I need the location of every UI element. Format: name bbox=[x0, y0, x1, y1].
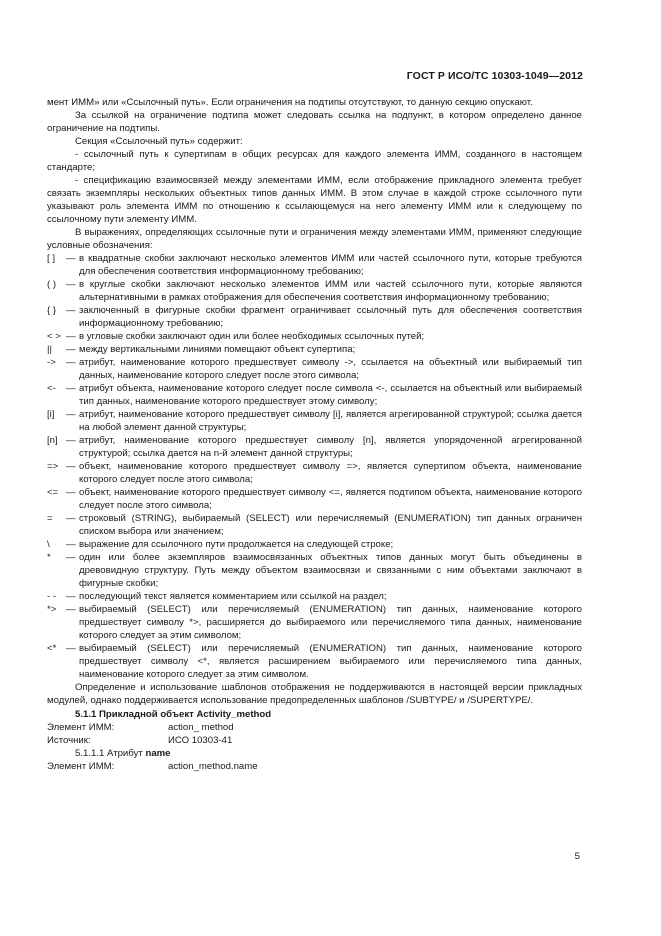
notation-dash: — bbox=[66, 383, 76, 394]
notation-dash: — bbox=[66, 643, 76, 654]
subsection-number: 5.1.1.1 bbox=[75, 748, 105, 759]
notation-item bbox=[47, 356, 582, 382]
paragraph: мент ИММ» или «Ссылочный путь». Если ограничения на подтипы отсутствуют, то данную секцию опускают. bbox=[47, 97, 533, 108]
page-body bbox=[47, 96, 582, 773]
field-row bbox=[47, 721, 582, 734]
paragraph: Определение и использование шаблонов отображения не поддерживаются в настоящей версии прикладных модулей, однако поддерживается использование предопределенных шаблонов /SUBTYPE/ и /SUPERTYPE/. bbox=[47, 682, 582, 706]
field-key: Элемент ИММ: bbox=[47, 761, 115, 772]
notation-text: в круглые скобки заключают несколько элементов ИММ или частей ссылочного пути, которые являются альтернативными в рамках отображения для обеспечения соответствия информационному требованию; bbox=[79, 279, 582, 303]
subsection-heading bbox=[75, 747, 582, 760]
notation-text: выражение для ссылочного пути продолжается на следующей строке; bbox=[79, 539, 394, 550]
notation-text: выбираемый (SELECT) или перечисляемый (ENUMERATION) тип данных, наименование которого предшествует символу <*, является расширением выбираемого или перечисляемого типа данных, наименование которого следует за этим символом. bbox=[79, 643, 582, 680]
field-value: ИСО 10303-41 bbox=[168, 735, 233, 746]
notation-item bbox=[47, 330, 582, 343]
notation-text: атрибут объекта, наименование которого следует после символа <-, ссылается на объектный или выбираемый тип данных, наименование которого предшествует этому символу; bbox=[79, 383, 582, 407]
notation-dash: — bbox=[66, 513, 76, 524]
notation-text: атрибут, наименование которого предшествует символу [i], является агрегированной структурой; ссылка дается на любой элемент данной структуры; bbox=[79, 409, 582, 433]
notation-text: атрибут, наименование которого предшествует символу ->, ссылается на объектный или выбираемый тип данных, наименование которого следует после этого символа; bbox=[79, 357, 582, 381]
notation-text: объект, наименование которого предшествует символу =>, является супертипом объекта, наименование которого следует после этого символа; bbox=[79, 461, 582, 485]
notation-symbol: [ ] bbox=[47, 253, 55, 264]
notation-item bbox=[47, 460, 582, 486]
notation-symbol: => bbox=[47, 461, 59, 472]
notation-text: атрибут, наименование которого предшествует символу [n], является упорядоченной агрегированной структурой; ссылка дается на n-й элемент данной структуры; bbox=[79, 435, 582, 459]
standard-designation: ГОСТ Р ИСО/ТС 10303-1049—2012 bbox=[406, 70, 583, 82]
notation-item bbox=[47, 304, 582, 330]
notation-text: заключенный в фигурные скобки фрагмент ограничивает ссылочный путь для обеспечения соответствия информационному требованию; bbox=[79, 305, 582, 329]
notation-text: в угловые скобки заключают один или более необходимых ссылочных путей; bbox=[79, 331, 425, 342]
notation-item bbox=[47, 590, 582, 603]
notation-text: между вертикальными линиями помещают объект супертипа; bbox=[79, 344, 356, 355]
notation-dash: — bbox=[66, 604, 76, 615]
notation-symbol: * bbox=[47, 552, 51, 563]
notation-list bbox=[47, 252, 582, 681]
notation-dash: — bbox=[66, 305, 76, 316]
notation-dash: — bbox=[66, 591, 76, 602]
notation-symbol: = bbox=[47, 513, 53, 524]
notation-item bbox=[47, 551, 582, 590]
notation-text: последующий текст является комментарием или ссылкой на раздел; bbox=[79, 591, 387, 602]
notation-symbol: *> bbox=[47, 604, 57, 615]
subsection-attribute-name: name bbox=[145, 748, 171, 759]
notation-symbol: \ bbox=[47, 539, 50, 550]
section-title: Прикладной объект Activity_method bbox=[99, 709, 272, 720]
notation-text: выбираемый (SELECT) или перечисляемый (ENUMERATION) тип данных, наименование которого предшествует символу *>, расширяется до выбираемого или перечисляемого типа данных, наименование которого следует за этим символом; bbox=[79, 604, 582, 641]
subsection-label: Атрибут bbox=[107, 748, 143, 759]
notation-dash: — bbox=[66, 253, 76, 264]
notation-symbol: <= bbox=[47, 487, 59, 498]
notation-dash: — bbox=[66, 487, 76, 498]
notation-dash: — bbox=[66, 539, 76, 550]
notation-symbol: [n] bbox=[47, 435, 58, 446]
list-item: - ссылочный путь к супертипам в общих ресурсах для каждого элемента ИММ, созданного в настоящем стандарте; bbox=[47, 149, 582, 173]
field-row bbox=[47, 734, 582, 747]
paragraph: Секция «Ссылочный путь» содержит: bbox=[75, 136, 243, 147]
notation-item bbox=[47, 343, 582, 356]
notation-symbol: <* bbox=[47, 643, 57, 654]
notation-symbol: ( ) bbox=[47, 279, 57, 290]
paragraph: За ссылкой на ограничение подтипа может следовать ссылка на подпункт, в котором определено данное ограничение на подтипы. bbox=[47, 110, 582, 134]
notation-item bbox=[47, 486, 582, 512]
notation-text: строковый (STRING), выбираемый (SELECT) или перечисляемый (ENUMERATION) тип данных ограничен списком выбора или значением; bbox=[79, 513, 582, 537]
notation-symbol: -> bbox=[47, 357, 56, 368]
notation-item bbox=[47, 408, 582, 434]
notation-symbol: < > bbox=[47, 331, 61, 342]
notation-dash: — bbox=[66, 461, 76, 472]
notation-dash: — bbox=[66, 435, 76, 446]
notation-text: объект, наименование которого предшествует символу <=, является подтипом объекта, наименование которого следует после этого символа; bbox=[79, 487, 582, 511]
section-number: 5.1.1 bbox=[75, 709, 97, 720]
notation-text: в квадратные скобки заключают несколько элементов ИММ или частей ссылочного пути, которые требуются для обеспечения соответствия информационному требованию; bbox=[79, 253, 582, 277]
field-key: Элемент ИММ: bbox=[47, 722, 115, 733]
notation-item bbox=[47, 603, 582, 642]
notation-text: один или более экземпляров взаимосвязанных объектных типов данных могут быть объединены в древовидную структуру. Путь между объектом взаимосвязи и связанными с ним объектами заключают в фигурные скобки; bbox=[79, 552, 582, 589]
notation-item bbox=[47, 434, 582, 460]
notation-item bbox=[47, 252, 582, 278]
notation-dash: — bbox=[66, 331, 76, 342]
notation-dash: — bbox=[66, 552, 76, 563]
notation-item bbox=[47, 538, 582, 551]
paragraph: В выражениях, определяющих ссылочные пути и ограничения между элементами ИММ, применяют следующие условные обозначения: bbox=[47, 227, 582, 251]
field-value: action_ method bbox=[168, 722, 234, 733]
notation-item bbox=[47, 512, 582, 538]
section-heading bbox=[75, 708, 582, 721]
notation-item bbox=[47, 382, 582, 408]
notation-item bbox=[47, 278, 582, 304]
notation-dash: — bbox=[66, 409, 76, 420]
list-item: - спецификацию взаимосвязей между элементами ИММ, если отображение прикладного элемента требует связать экземпляры нескольких объектных типов данных ИММ. В этом случае в каждой строке ссылочного пути указывают роль элемента ИММ по отношению к ссылающемуся на него элементу ИММ или к следующему по ссылочному пути элементу ИММ. bbox=[47, 175, 582, 225]
notation-dash: — bbox=[66, 279, 76, 290]
notation-dash: — bbox=[66, 357, 76, 368]
notation-dash: — bbox=[66, 344, 76, 355]
field-row bbox=[47, 760, 582, 773]
notation-symbol: - - bbox=[47, 591, 57, 602]
notation-symbol: { } bbox=[47, 305, 57, 316]
page-number: 5 bbox=[574, 851, 580, 862]
field-key: Источник: bbox=[47, 735, 91, 746]
notation-symbol: <- bbox=[47, 383, 56, 394]
notation-symbol: [i] bbox=[47, 409, 55, 420]
notation-item bbox=[47, 642, 582, 681]
field-value: action_method.name bbox=[168, 761, 258, 772]
notation-symbol: || bbox=[47, 344, 52, 355]
